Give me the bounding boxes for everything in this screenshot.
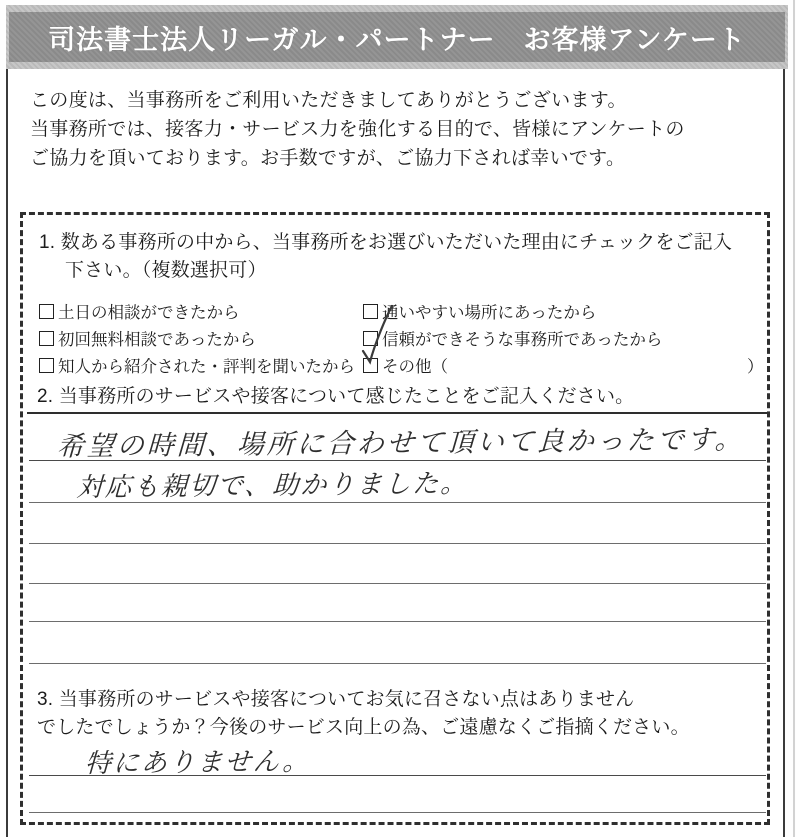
other-paren-close: ） [747,358,764,376]
answer-line [29,775,766,776]
answer-line [29,543,766,544]
checkbox-referral [39,358,54,373]
option-other [363,353,448,377]
question-3-line-2: でしたでしょうか？今後のサービス向上の為、ご遠慮なくご指摘ください。 [37,717,690,738]
checkbox-weekend-consult [39,304,54,319]
question-1-line-2: 下さい。（複数選択可） [65,260,267,281]
question-2-heading: 2. 当事務所のサービスや接客について感じたことをご記入ください。 [37,386,635,407]
checkbox-other [363,358,378,373]
option-label: その他（ [382,358,448,376]
intro-line-1: この度は、当事務所をご利用いただきましてありがとうございます。 [30,90,627,111]
option-label: 土日の相談ができたから [58,304,240,322]
intro-line-2: 当事務所では、接客力・サービス力を強化する目的で、皆様にアンケートの [30,119,685,140]
answer-line [29,621,766,622]
option-referral [39,353,355,377]
header-banner [6,5,788,69]
question-3-line-1: 3. 当事務所のサービスや接客についてお気に召さない点はありません [37,689,635,710]
option-convenient-location [363,299,596,323]
option-weekend-consult [39,299,240,323]
checkbox-trustworthy-office [363,331,378,346]
handwritten-answer-q2-line-2: 対応も親切で、助かりました。 [76,467,470,503]
answer-line [29,812,766,813]
question-1-line-1: 1. 数ある事務所の中から、当事務所をお選びいただいた理由にチェックをご記入 [39,232,733,253]
handwritten-answer-q3: 特にありません。 [84,745,312,779]
questionnaire-box [20,212,770,825]
scan-edge [793,0,795,837]
question-3-heading [37,686,690,742]
page-title: 司法書士法人リーガル・パートナー お客様アンケート [48,24,746,55]
answer-line [29,663,766,664]
question-1-heading [39,229,732,285]
option-label: 知人から紹介された・評判を聞いたから [58,358,355,376]
answer-line [29,583,766,584]
option-trustworthy-office [363,326,662,350]
option-label: 通いやすい場所にあったから [382,304,597,322]
intro-paragraph [30,86,750,173]
checkbox-convenient-location [363,304,378,319]
header-banner-inner [9,12,785,62]
question-2-underline [27,412,767,414]
option-label: 信頼ができそうな事務所であったから [382,331,663,349]
handwritten-answer-q2-line-1: 希望の時間、場所に合わせて頂いて良かったです。 [56,424,746,462]
option-free-first-consult [39,326,256,350]
checkbox-free-first-consult [39,331,54,346]
intro-line-3: ご協力を頂いております。お手数ですが、ご協力下されば幸いです。 [30,148,626,169]
option-label: 初回無料相談であったから [58,331,256,349]
